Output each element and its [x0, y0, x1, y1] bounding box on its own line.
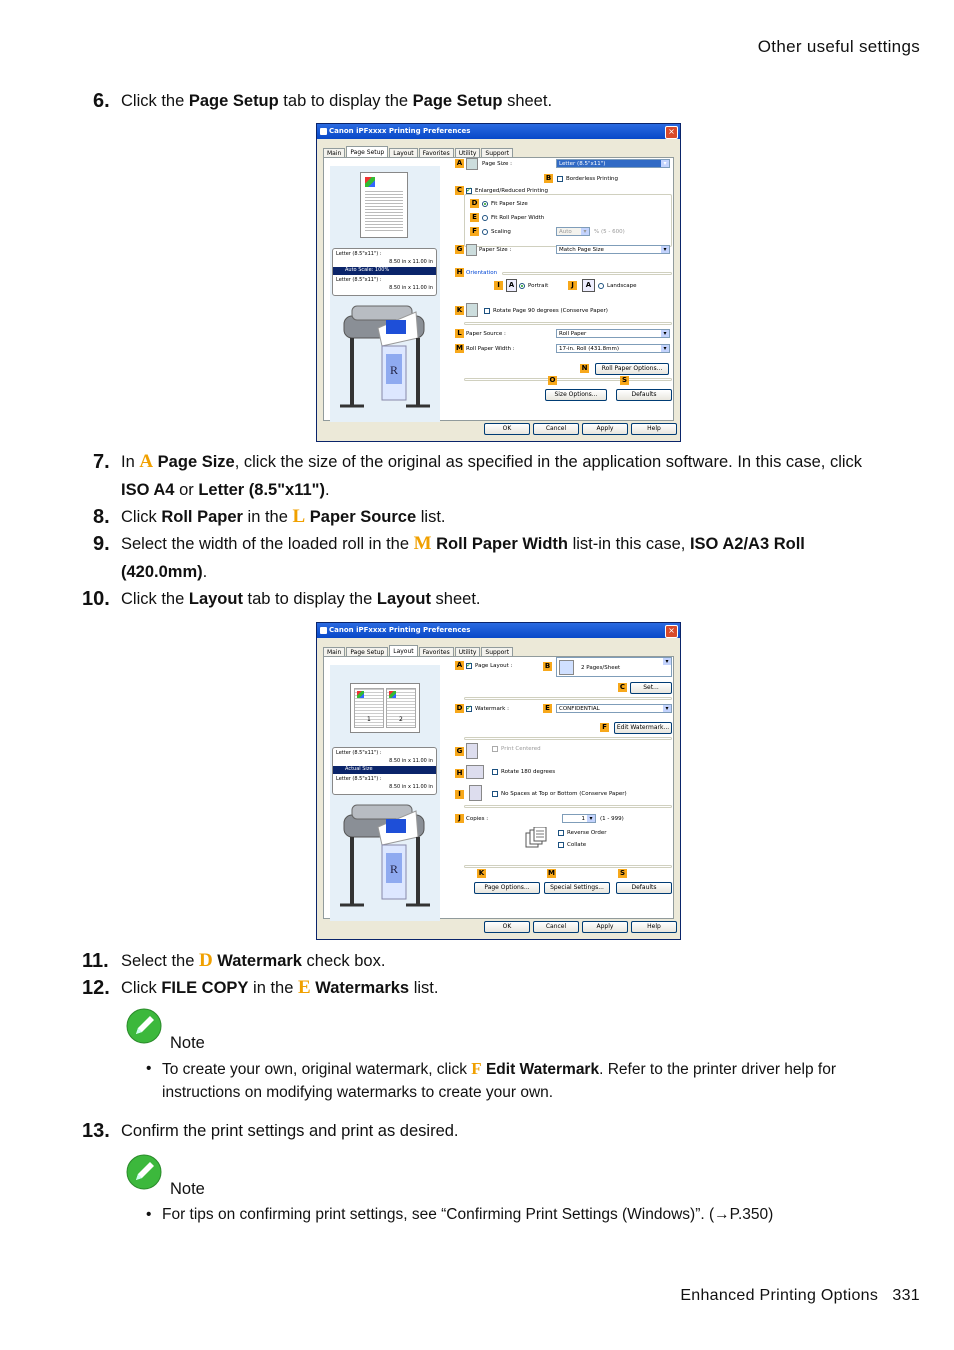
paper-source-label: Paper Source :	[466, 331, 506, 337]
step-text: In A Page Size, click the size of the original as specified in the application software. In this case, click ISO A4 or Letter (8.5"x11").	[121, 451, 863, 499]
input-size-label: Letter (8.5"x11") :	[336, 251, 382, 257]
callout-b: B	[544, 662, 551, 670]
page-number-2: 2	[399, 716, 403, 723]
callout-k: K	[456, 306, 463, 314]
running-header: Other useful settings	[757, 37, 920, 56]
note-pencil-icon	[126, 1008, 162, 1044]
callout-c: C	[456, 186, 463, 194]
copies-spinner[interactable]: 1 ▾	[562, 814, 596, 823]
callout-g: G	[456, 747, 463, 755]
page-size-select[interactable]: Letter (8.5"x11") ▾	[556, 159, 670, 168]
tab-favorites[interactable]: Favorites	[419, 148, 454, 158]
note-label: Note	[170, 1180, 205, 1198]
input-size-label: Letter (8.5"x11") :	[336, 750, 382, 756]
orientation-label: Orientation	[466, 270, 498, 276]
fit-roll-radio[interactable]	[482, 215, 488, 221]
callout-i: I	[494, 281, 503, 290]
tab-bar	[323, 645, 514, 656]
callout-g: G	[456, 245, 463, 253]
copies-label: Copies :	[466, 816, 489, 822]
rotate-label: Rotate Page 90 degrees (Conserve Paper)	[493, 308, 608, 314]
cancel-button[interactable]: Cancel	[533, 423, 579, 435]
print-centered-icon	[466, 743, 478, 759]
bullet-mark: •	[146, 1060, 152, 1077]
portrait-icon: A	[506, 279, 517, 292]
rotate-180-label: Rotate 180 degrees	[501, 769, 556, 775]
callout-c: C	[619, 683, 626, 691]
no-spaces-checkbox[interactable]	[492, 791, 498, 797]
scaling-radio[interactable]	[482, 229, 488, 235]
callout-e: E	[543, 704, 552, 713]
divider	[464, 378, 672, 381]
callout-k: K	[478, 869, 485, 877]
step-text: Click FILE COPY in the E Watermarks list.	[121, 977, 439, 998]
edit-watermark-button[interactable]: Edit Watermark...	[614, 722, 672, 734]
callout-a: A	[456, 159, 463, 167]
apply-button[interactable]: Apply	[582, 423, 628, 435]
callout-o: O	[549, 376, 556, 384]
step-number: 11.	[82, 950, 109, 972]
scaling-range: % (5 - 600)	[594, 229, 625, 235]
callout-f: F	[470, 227, 479, 236]
callout-e: E	[470, 213, 479, 222]
callout-d: D	[471, 199, 478, 207]
rotate-page-icon	[466, 303, 478, 317]
output-size-label: Letter (8.5"x11") :	[336, 277, 382, 283]
tab-page-setup[interactable]: Page Setup	[346, 146, 388, 158]
cancel-button[interactable]: Cancel	[533, 921, 579, 933]
printer-icon	[320, 128, 327, 135]
rotate-checkbox[interactable]	[484, 308, 490, 314]
copies-range: (1 - 999)	[600, 816, 624, 822]
callout-j: J	[455, 814, 464, 823]
landscape-icon: A	[582, 279, 595, 292]
conserve-paper-icon	[469, 785, 482, 801]
settings-panel	[323, 656, 674, 919]
size-options-button[interactable]: Size Options...	[545, 389, 607, 401]
page-layout-select[interactable]: 2 Pages/Sheet ▾	[556, 657, 672, 677]
callout-h: H	[456, 268, 463, 276]
tab-support[interactable]: Support	[481, 148, 513, 158]
divider	[464, 737, 672, 740]
divider	[464, 322, 672, 325]
output-size-label: Letter (8.5"x11") :	[336, 776, 382, 782]
scaling-label: Scaling	[491, 229, 511, 235]
page-size-icon	[466, 158, 478, 170]
roll-options-button[interactable]: Roll Paper Options...	[595, 363, 669, 375]
input-size-value: 8.50 in x 11.00 in	[389, 259, 433, 265]
ok-button[interactable]: OK	[484, 921, 530, 933]
page-setup-dialog	[316, 123, 681, 442]
callout-i: I	[455, 790, 464, 799]
roll-width-select[interactable]: 17-in. Roll (431.8mm) ▾	[556, 344, 670, 353]
paper-source-select[interactable]: Roll Paper ▾	[556, 329, 670, 338]
tab-layout[interactable]: Layout	[389, 645, 417, 657]
callout-a: A	[456, 661, 463, 669]
layout-dialog	[316, 622, 681, 940]
page-preview	[350, 683, 420, 733]
svg-text:R: R	[390, 363, 399, 377]
callout-j: J	[568, 281, 577, 290]
tab-page-setup[interactable]: Page Setup	[346, 647, 388, 657]
callout-l: L	[455, 329, 464, 338]
help-button[interactable]: Help	[631, 921, 677, 933]
rotate-180-checkbox[interactable]	[492, 769, 498, 775]
collate-label: Collate	[567, 842, 587, 848]
callout-m: M	[548, 869, 555, 877]
layout-preview-icon	[559, 660, 574, 675]
dialog-title-bar	[317, 124, 680, 139]
paper-size-icon	[466, 244, 477, 256]
step-number: 9.	[93, 533, 110, 555]
tab-favorites[interactable]: Favorites	[419, 647, 454, 657]
tab-layout[interactable]: Layout	[389, 148, 417, 158]
fit-paper-label: Fit Paper Size	[491, 201, 528, 207]
callout-s: S	[621, 376, 628, 384]
preview-image	[357, 691, 364, 698]
output-size-value: 8.50 in x 11.00 in	[389, 784, 433, 790]
input-size-value: 8.50 in x 11.00 in	[389, 758, 433, 764]
step-number: 13.	[82, 1120, 110, 1142]
tab-main[interactable]: Main	[323, 647, 345, 657]
note-label: Note	[170, 1034, 205, 1052]
scale-value: Actual Size	[345, 766, 373, 772]
page-layout-checkbox[interactable]	[466, 663, 472, 669]
print-centered-checkbox[interactable]	[492, 746, 498, 752]
defaults-button[interactable]: Defaults	[616, 389, 672, 401]
preview-text-lines	[365, 191, 403, 231]
tab-main[interactable]: Main	[323, 148, 345, 158]
tab-utility[interactable]: Utility	[455, 647, 481, 657]
printer-illustration	[338, 797, 434, 917]
no-spaces-label: No Spaces at Top or Bottom (Conserve Paper)	[501, 791, 627, 797]
divider	[464, 805, 672, 808]
callout-f: F	[600, 723, 609, 732]
roll-width-label: Roll Paper Width :	[466, 346, 515, 352]
preview-page-1	[354, 688, 384, 728]
step-number: 7.	[93, 451, 110, 473]
orientation-divider	[502, 272, 672, 275]
preview-image	[389, 691, 396, 698]
scale-row	[333, 766, 436, 774]
set-button[interactable]: Set...	[630, 682, 672, 694]
close-button[interactable]: ×	[665, 126, 678, 139]
printer-icon	[320, 627, 327, 634]
watermark-label: Watermark :	[475, 706, 509, 712]
callout-n: N	[581, 364, 588, 372]
size-info-box	[332, 747, 437, 795]
note-text: To create your own, original watermark, click F Edit Watermark. Refer to the printer driver help for instructions on modifying watermarks to create your own.	[162, 1059, 837, 1101]
running-footer: Enhanced Printing Options 331	[680, 1287, 920, 1304]
page-preview	[360, 172, 408, 238]
note-text: For tips on confirming print settings, see “Confirming Print Settings (Windows)”. (→P.350)	[162, 1206, 774, 1223]
ok-button[interactable]: OK	[484, 423, 530, 435]
step-text: Click the Layout tab to display the Layout sheet.	[121, 590, 481, 608]
svg-text:R: R	[390, 862, 399, 876]
paper-size-label: Paper Size :	[479, 247, 512, 253]
preview-image	[365, 177, 375, 187]
special-settings-button[interactable]: Special Settings...	[544, 882, 610, 894]
portrait-label: Portrait	[528, 283, 549, 289]
callout-s: S	[619, 869, 626, 877]
borderless-checkbox[interactable]	[557, 176, 563, 182]
apply-button[interactable]: Apply	[582, 921, 628, 933]
tab-bar	[323, 146, 514, 157]
preview-page-2	[386, 688, 416, 728]
size-info-box	[332, 248, 437, 296]
paper-size-select[interactable]: Match Page Size ▾	[556, 245, 670, 254]
note-pencil-icon	[126, 1154, 162, 1190]
dialog-title: Canon iPFxxxx Printing Preferences	[329, 127, 471, 135]
defaults-button[interactable]: Defaults	[616, 882, 672, 894]
rotate-180-icon	[466, 765, 484, 779]
dialog-title-bar	[317, 623, 680, 638]
landscape-radio[interactable]	[598, 283, 604, 289]
divider	[464, 865, 672, 868]
tab-support[interactable]: Support	[481, 647, 513, 657]
reverse-order-label: Reverse Order	[567, 830, 607, 836]
step-text: Click Roll Paper in the L Paper Source list.	[121, 506, 446, 527]
help-button[interactable]: Help	[631, 423, 677, 435]
print-centered-label: Print Centered	[501, 746, 541, 752]
watermark-select[interactable]: CONFIDENTIAL ▾	[556, 704, 672, 713]
dialog-title: Canon iPFxxxx Printing Preferences	[329, 626, 471, 634]
step-number: 10.	[82, 588, 110, 610]
fit-roll-label: Fit Roll Paper Width	[491, 215, 545, 221]
page-options-button[interactable]: Page Options...	[474, 882, 540, 894]
scale-value: Auto Scale: 100%	[345, 267, 390, 273]
step-text: Click the Page Setup tab to display the Page Setup sheet.	[121, 92, 553, 110]
step-text: Select the D Watermark check box.	[121, 950, 386, 971]
step-number: 8.	[93, 506, 110, 528]
step-number: 6.	[93, 90, 110, 112]
landscape-label: Landscape	[607, 283, 637, 289]
callout-d: D	[456, 704, 463, 712]
scale-row	[333, 267, 436, 275]
fit-paper-radio[interactable]	[482, 201, 488, 207]
callout-m: M	[456, 344, 463, 352]
step-number: 12.	[82, 977, 110, 999]
scaling-input[interactable]: Auto ▾	[556, 227, 590, 236]
collate-icon	[524, 827, 550, 849]
reverse-order-checkbox[interactable]	[558, 830, 564, 836]
watermark-checkbox[interactable]	[466, 706, 472, 712]
step-text: Confirm the print settings and print as desired.	[121, 1122, 459, 1140]
bullet-mark: •	[146, 1206, 152, 1223]
portrait-radio[interactable]	[519, 283, 525, 289]
close-button[interactable]: ×	[665, 625, 678, 638]
output-size-value: 8.50 in x 11.00 in	[389, 285, 433, 291]
page-layout-label: Page Layout :	[475, 663, 513, 669]
settings-panel	[323, 157, 674, 421]
enlarged-label: Enlarged/Reduced Printing	[475, 188, 548, 194]
callout-h: H	[456, 769, 463, 777]
printer-illustration	[338, 298, 434, 418]
divider	[464, 697, 672, 700]
tab-utility[interactable]: Utility	[455, 148, 481, 158]
page-size-label: Page Size :	[482, 161, 512, 167]
borderless-label: Borderless Printing	[566, 176, 618, 182]
page-number-1: 1	[367, 716, 371, 723]
step-text: Select the width of the loaded roll in the M Roll Paper Width list-in this case, ISO A2/A3 Roll (420.0mm).	[121, 533, 805, 581]
collate-checkbox[interactable]	[558, 842, 564, 848]
callout-b: B	[545, 174, 552, 182]
